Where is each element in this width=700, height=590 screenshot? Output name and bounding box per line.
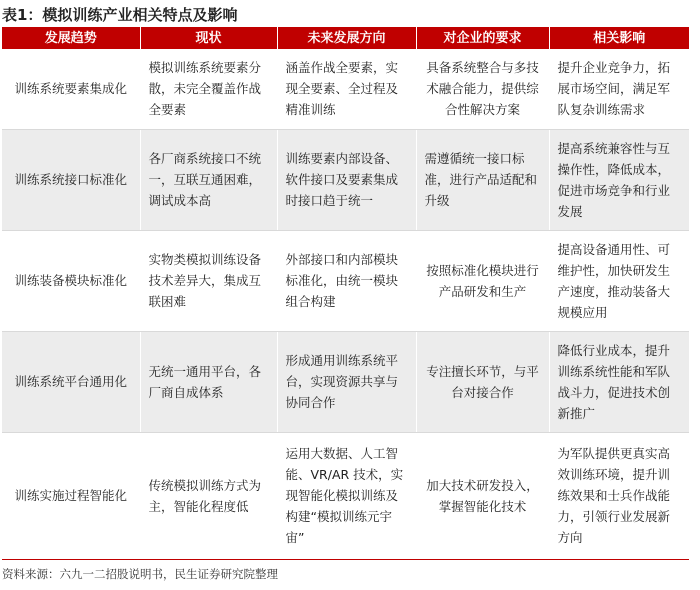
cell-trend: 训练系统平台通用化 — [2, 331, 140, 432]
table-header-row — [2, 27, 689, 49]
table-row — [2, 432, 689, 559]
table-row — [2, 129, 689, 230]
cell-status: 传统模拟训练方式为主，智能化程度低 — [140, 432, 277, 559]
cell-trend: 训练系统接口标准化 — [2, 129, 140, 230]
header-direction: 未来发展方向 — [277, 27, 416, 49]
table-title: 表1：模拟训练产业相关特点及影响 — [2, 6, 238, 24]
table-row — [2, 331, 689, 432]
cell-requirement: 加大技术研发投入，掌握智能化技术 — [416, 432, 549, 559]
cell-status: 无统一通用平台，各厂商自成体系 — [140, 331, 277, 432]
cell-status: 模拟训练系统要素分散，未完全覆盖作战全要素 — [140, 49, 277, 129]
cell-status: 各厂商系统接口不统一，互联互通困难，调试成本高 — [140, 129, 277, 230]
cell-direction: 外部接口和内部模块标准化，由统一模块组合构建 — [277, 230, 416, 331]
feature-impact-table — [2, 27, 689, 560]
header-requirement: 对企业的要求 — [416, 27, 549, 49]
header-impact: 相关影响 — [549, 27, 689, 49]
cell-direction: 形成通用训练系统平台，实现资源共享与协同合作 — [277, 331, 416, 432]
cell-trend: 训练系统要素集成化 — [2, 49, 140, 129]
cell-requirement: 按照标准化模块进行产品研发和生产 — [416, 230, 549, 331]
header-trend: 发展趋势 — [2, 27, 140, 49]
cell-impact: 为军队提供更真实高效训练环境，提升训练效果和士兵作战能力，引领行业发展新方向 — [549, 432, 689, 559]
cell-impact: 提高设备通用性、可维护性，加快研发生产速度，推动装备大规模应用 — [549, 230, 689, 331]
header-status: 现状 — [140, 27, 277, 49]
cell-status: 实物类模拟训练设备技术差异大，集成互联困难 — [140, 230, 277, 331]
cell-direction: 训练要素内部设备、软件接口及要素集成时接口趋于统一 — [277, 129, 416, 230]
table-row — [2, 49, 689, 129]
table-row — [2, 230, 689, 331]
cell-requirement: 需遵循统一接口标准，进行产品适配和升级 — [416, 129, 549, 230]
cell-direction: 运用大数据、人工智能、VR/AR 技术，实现智能化模拟训练及构建“模拟训练元宇宙” — [277, 432, 416, 559]
source-note: 资料来源：六九一二招股说明书，民生证券研究院整理 — [2, 567, 278, 581]
cell-direction: 涵盖作战全要素，实现全要素、全过程及精准训练 — [277, 49, 416, 129]
cell-impact: 提高系统兼容性与互操作性，降低成本，促进市场竞争和行业发展 — [549, 129, 689, 230]
cell-trend: 训练实施过程智能化 — [2, 432, 140, 559]
cell-trend: 训练装备模块标准化 — [2, 230, 140, 331]
cell-requirement: 具备系统整合与多技术融合能力，提供综合性解决方案 — [416, 49, 549, 129]
cell-impact: 提升企业竞争力，拓展市场空间，满足军队复杂训练需求 — [549, 49, 689, 129]
cell-impact: 降低行业成本，提升训练系统性能和军队战斗力，促进技术创新推广 — [549, 331, 689, 432]
cell-requirement: 专注擅长环节，与平台对接合作 — [416, 331, 549, 432]
